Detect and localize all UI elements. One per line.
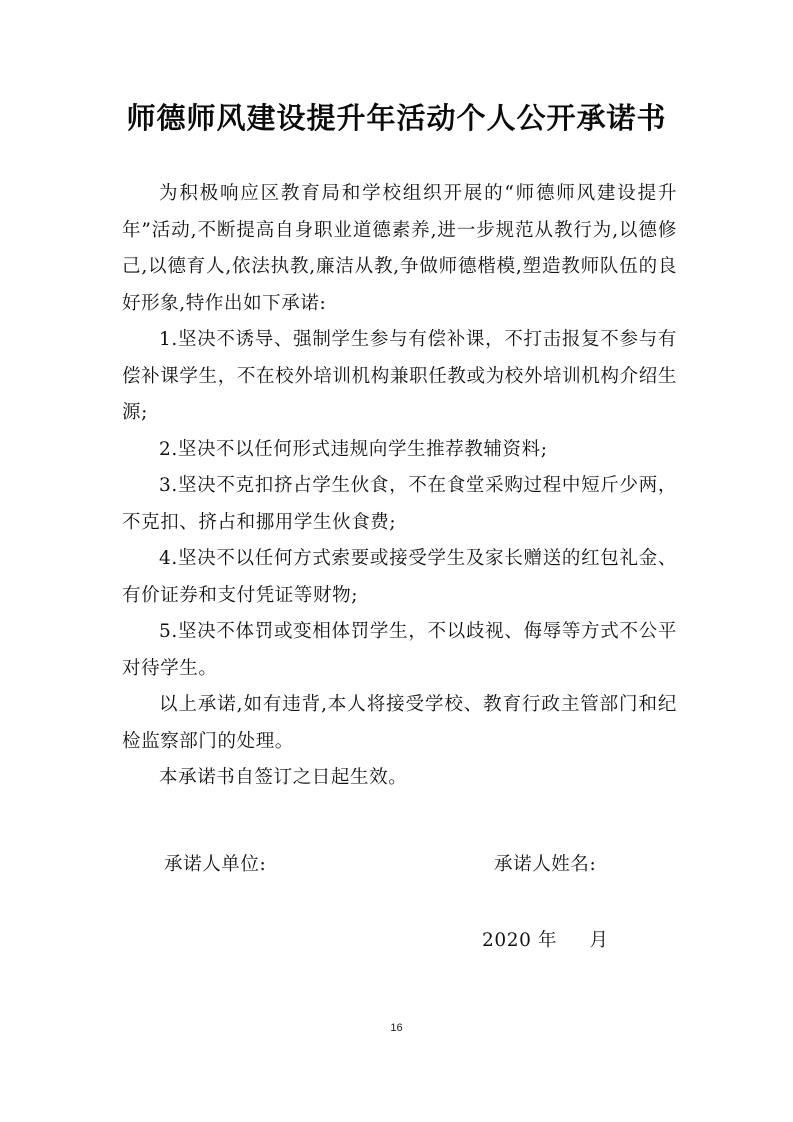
commitment-item-5: 5.坚决不体罚或变相体罚学生，不以歧视、侮辱等方式不公平对待学生。 bbox=[122, 621, 677, 679]
commitment-item-4: 4.坚决不以任何方式索要或接受学生及家长赠送的红包礼金、有价证券和支付凭证等财物; bbox=[122, 548, 677, 606]
signer-unit-label: 承诺人单位: bbox=[164, 854, 267, 875]
intro-paragraph: 为积极响应区教育局和学校组织开展的“师德师风建设提升年”活动,不断提高自身职业道德素养,进一步规范从教行为,以德修己,以德育人,依法执教,廉洁从教,争做师德楷模,塑造教师队伍的良好形象,特作出如下承诺: bbox=[122, 183, 677, 314]
signer-name-label: 承诺人姓名: bbox=[494, 854, 597, 875]
effective-clause: 本承诺书自签订之日起生效。 bbox=[159, 767, 408, 788]
signing-date: 2020 年 月 bbox=[482, 930, 609, 951]
commitment-item-3: 3.坚决不克扣挤占学生伙食，不在食堂采购过程中短斤少两，不克扣、挤占和挪用学生伙食费; bbox=[122, 475, 677, 533]
document-body bbox=[122, 176, 677, 797]
signature-row bbox=[0, 850, 793, 882]
commitment-item-1: 1.坚决不诱导、强制学生参与有偿补课，不打击报复不参与有偿补课学生，不在校外培训机构兼职任教或为校外培训机构介绍生源; bbox=[122, 329, 677, 423]
page-number: 16 bbox=[390, 1022, 403, 1034]
commitment-item-2: 2.坚决不以任何形式违规向学生推荐教辅资料; bbox=[159, 438, 548, 460]
violation-clause: 以上承诺,如有违背,本人将接受学校、教育行政主管部门和纪检监察部门的处理。 bbox=[122, 694, 677, 752]
document-title: 师德师风建设提升年活动个人公开承诺书 bbox=[126, 101, 667, 135]
